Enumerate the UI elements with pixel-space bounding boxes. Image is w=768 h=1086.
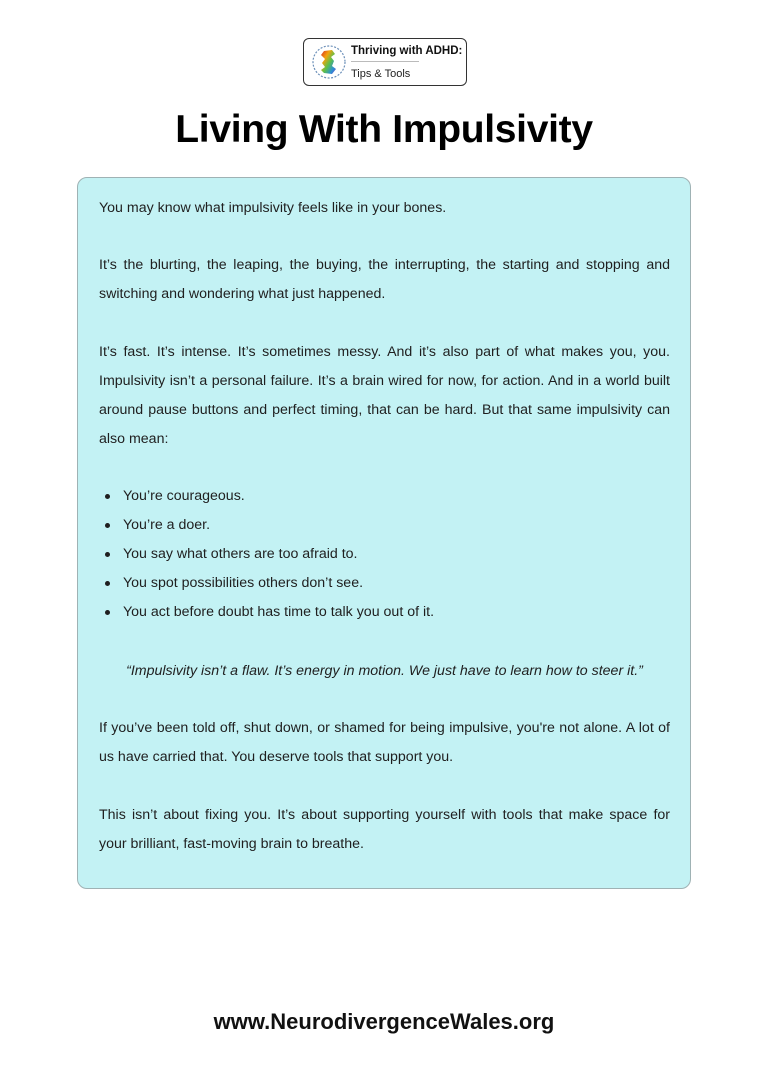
list-item-text: You spot possibilities others don’t see. [123, 575, 364, 591]
badge-title: Thriving with ADHD: [351, 45, 463, 57]
quote: “Impulsivity isn’t a flaw. It’s energy in motion. We just have to learn how to steer it.” [126, 663, 643, 679]
list-item [105, 511, 676, 540]
list-item-text: You’re a doer. [123, 517, 211, 533]
wales-map-logo-icon [310, 43, 348, 81]
website-link[interactable]: www.NeurodivergenceWales.org [213, 1009, 555, 1034]
page-title: Living With Impulsivity [175, 108, 593, 151]
intro-paragraph: You may know what impulsivity feels like in your bones. [99, 200, 447, 216]
list-item-text: You say what others are too afraid to. [123, 546, 358, 562]
bullet-icon [105, 581, 110, 586]
list-item [105, 598, 676, 627]
bullet-icon [105, 523, 110, 528]
support-paragraph: If you’ve been told off, shut down, or shamed for being impulsive, you're not alone. A lot of us have carried that. You deserve tools that support you. [99, 720, 670, 765]
bullet-icon [105, 610, 110, 615]
list-item-text: You’re courageous. [123, 488, 245, 504]
closing-paragraph: This isn’t about fixing you. It’s about supporting yourself with tools that make space for your brilliant, fast-moving brain to breathe. [99, 807, 670, 852]
list-item-text: You act before doubt has time to talk you out of it. [123, 604, 435, 620]
strengths-list [105, 482, 676, 627]
list-item [105, 482, 676, 511]
list-item [105, 569, 676, 598]
bullet-icon [105, 552, 110, 557]
description-paragraph: It’s the blurting, the leaping, the buying, the interrupting, the starting and stopping and switching and wondering what just happened. [99, 257, 670, 302]
bullet-icon [105, 494, 110, 499]
badge-divider [351, 61, 419, 62]
badge-subtitle: Tips & Tools [351, 68, 411, 80]
list-item [105, 540, 676, 569]
reframe-paragraph: It’s fast. It’s intense. It’s sometimes messy. And it’s also part of what makes you, you. Impulsivity isn’t a personal failure. It’s a brain wired for now, for action. And in a world built around pause buttons and perfect timing, that can be hard. But that same impulsivity can also mean: [99, 344, 670, 447]
series-badge [303, 38, 467, 86]
